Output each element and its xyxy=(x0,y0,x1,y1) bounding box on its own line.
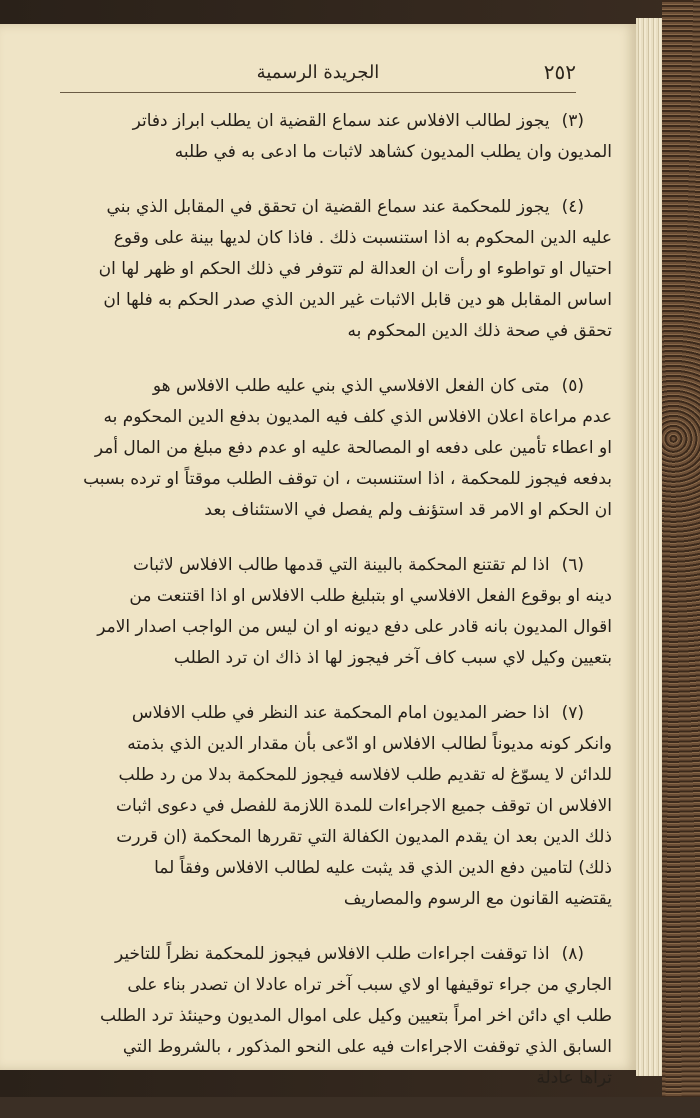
paragraph-3 xyxy=(60,106,612,168)
article-body xyxy=(60,106,612,1118)
book-binding xyxy=(662,0,700,1097)
paragraph-line: للدائن لا يسوّغ له تقديم طلب لافلاسه فيجوز للمحكمة بدلا من رد طلب xyxy=(118,765,612,785)
paragraph-4 xyxy=(60,192,612,347)
paragraph-number: (٧) xyxy=(561,703,584,723)
journal-title: الجريدة الرسمية xyxy=(256,62,380,83)
book-page xyxy=(0,24,636,1088)
paragraph-line: اساس المقابل هو دين قابل الاثبات غير الدين الذي صدر الحكم به فلها ان xyxy=(103,290,612,310)
paragraph-line: تحقق في صحة ذلك الدين المحكوم به xyxy=(347,321,612,341)
paragraph-line: ذلك الدين بعد ان يقدم المديون الكفالة التي تقررها المحكمة (ان قررت xyxy=(116,827,612,847)
paragraph-line: الافلاس ان توقف جميع الاجراءات للمدة اللازمة للفصل في دعوى اثبات xyxy=(115,796,612,816)
paragraph-number: (٥) xyxy=(561,376,584,396)
paragraph-line: طلب اي دائن اخر امراً بتعيين وكيل على اموال المديون وحينئذ ترد الطلب xyxy=(100,1006,612,1026)
paragraph-7 xyxy=(60,698,612,915)
paragraph-line: تراها عادلة xyxy=(536,1068,612,1088)
paragraph-line: بتعيين وكيل لاي سبب كاف آخر فيجوز لها اذ ذاك ان ترد الطلب xyxy=(173,648,612,668)
paragraph-number: (٨) xyxy=(561,944,584,964)
paragraph-line: المديون وان يطلب المديون كشاهد لاثبات ما ادعى به في طلبه xyxy=(174,142,612,162)
paragraph-line: عليه الدين المحكوم به اذا استنسبت ذلك . فاذا كان لديها بينة على وقوع xyxy=(113,228,612,248)
paragraph-line: (٥)متى كان الفعل الافلاسي الذي بني عليه طلب الافلاس هو xyxy=(60,371,612,402)
running-head xyxy=(60,58,576,93)
page-number: ٢٥٢ xyxy=(543,60,576,84)
paragraph-number: (٦) xyxy=(561,555,584,575)
paragraph-line: بدفعه فيجوز للمحكمة ، اذا استنسبت ، ان توقف الطلب موقتاً او ترده بسبب xyxy=(83,469,612,489)
paragraph-line: (٧)اذا حضر المديون امام المحكمة عند النظر في طلب الافلاس xyxy=(60,698,612,729)
paragraph-line: احتيال او تواطوء او رأت ان العدالة لم تتوفر في ذلك الحكم او ظهر لها ان xyxy=(98,259,612,279)
page-edges xyxy=(636,18,662,1076)
paragraph-line: (٤)يجوز للمحكمة عند سماع القضية ان تحقق في المقابل الذي بني xyxy=(60,192,612,223)
paragraph-line: او اعطاء تأمين على دفعه او المصالحة عليه او عدم دفع مبلغ من المال أمر xyxy=(94,438,612,458)
paragraph-line: وانكر كونه مديوناً لطالب الافلاس او ادّعى بأن مقدار الدين الذي بذمته xyxy=(127,734,612,754)
paragraph-line: (٨)اذا توقفت اجراءات طلب الافلاس فيجوز للمحكمة نظراً للتاخير xyxy=(60,939,612,970)
paragraph-8 xyxy=(60,939,612,1094)
paragraph-line: (٦)اذا لم تقتنع المحكمة بالبينة التي قدمها طالب الافلاس لاثبات xyxy=(60,550,612,581)
paragraph-line: ذلك) لتامين دفع الدين الذي قد يثبت عليه لطالب الافلاس وفقاً لما xyxy=(154,858,612,878)
paragraph-line: يقتضيه القانون مع الرسوم والمصاريف xyxy=(343,889,612,909)
paragraph-line: السابق الذي توقفت الاجراءات فيه على النحو المذكور ، بالشروط التي xyxy=(122,1037,612,1057)
paragraph-number: (٤) xyxy=(561,197,584,217)
paragraph-line: دينه او بوقوع الفعل الافلاسي او بتبليغ طلب الافلاس او اذا اقتنعت من xyxy=(129,586,612,606)
paragraph-line: اقوال المديون بانه قادر على دفع ديونه او ان ليس من الواجب اصدار الامر xyxy=(97,617,612,637)
paragraph-6 xyxy=(60,550,612,674)
paragraph-line: عدم مراعاة اعلان الافلاس الذي كلف فيه المديون بدفع الدين المحكوم به xyxy=(103,407,612,427)
paragraph-5 xyxy=(60,371,612,526)
paragraph-line: (٣)يجوز لطالب الافلاس عند سماع القضية ان يطلب ابراز دفاتر xyxy=(60,106,612,137)
paragraph-line: الجاري من جراء توقيفها او لاي سبب آخر تراه عادلا ان تصدر بناء على xyxy=(127,975,612,995)
paragraph-number: (٣) xyxy=(561,111,584,131)
paragraph-line: ان الحكم او الامر قد استؤنف ولم يفصل في الاستئناف بعد xyxy=(204,500,612,520)
